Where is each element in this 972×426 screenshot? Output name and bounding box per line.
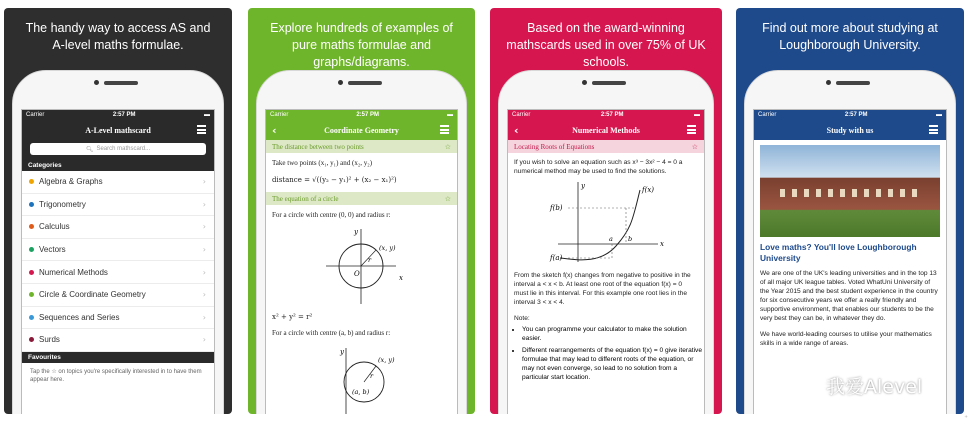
topic-bullet-icon bbox=[29, 202, 34, 207]
chevron-right-icon: › bbox=[202, 199, 206, 209]
svg-text:x: x bbox=[399, 274, 403, 282]
topic-bullet-icon bbox=[29, 270, 34, 275]
camera-icon bbox=[826, 80, 831, 85]
nav-title: A-Level mathscard bbox=[85, 125, 151, 135]
phone-frame bbox=[12, 70, 224, 414]
topic-row[interactable] bbox=[22, 261, 214, 284]
topic-label: Calculus bbox=[39, 222, 70, 232]
status-bar: Carrier 2:57 PM ▬ bbox=[266, 110, 457, 120]
corner-mark: ⁺ bbox=[964, 415, 968, 422]
distance-formula: distance = √((y₂ − y₁)² + (x₂ − x₁)²) bbox=[272, 176, 397, 184]
intro-text: If you wish to solve an equation such as x³ − 3x² − 4 = 0 a numerical method may be used to find the solutions. bbox=[514, 159, 683, 175]
phone-frame bbox=[498, 70, 714, 414]
camera-icon bbox=[582, 80, 587, 85]
topic-bullet-icon bbox=[29, 337, 34, 342]
panel-caption: Find out more about studying at Loughborough University. bbox=[762, 21, 938, 52]
svg-text:y: y bbox=[581, 182, 585, 190]
topic-label: Numerical Methods bbox=[39, 267, 108, 277]
phone-screen bbox=[21, 109, 215, 414]
battery-icon: ▬ bbox=[447, 112, 453, 118]
chevron-right-icon: › bbox=[202, 290, 206, 300]
topic-bullet-icon bbox=[29, 179, 34, 184]
svg-text:f(b): f(b) bbox=[550, 204, 563, 212]
menu-icon[interactable] bbox=[929, 125, 938, 134]
notes-list bbox=[508, 325, 704, 382]
promo-panel-1 bbox=[4, 8, 232, 414]
topic-bullet-icon bbox=[29, 315, 34, 320]
phone-screen bbox=[265, 109, 458, 414]
nav-title: Numerical Methods bbox=[572, 125, 640, 135]
topic-bullet-icon bbox=[29, 224, 34, 229]
battery-icon: ▬ bbox=[936, 112, 942, 118]
menu-icon[interactable] bbox=[197, 125, 206, 134]
categories-header: Categories bbox=[22, 160, 214, 171]
battery-icon: ▬ bbox=[694, 112, 700, 118]
topic-row[interactable] bbox=[22, 284, 214, 307]
university-building-photo bbox=[760, 145, 940, 237]
topic-label: Sequences and Series bbox=[39, 312, 120, 322]
section-text: For a circle with centre (0, 0) and radius r: bbox=[272, 211, 391, 219]
section-header: The equation of a circle ☆ bbox=[266, 192, 457, 205]
topic-row[interactable] bbox=[22, 329, 214, 352]
topic-list bbox=[22, 171, 214, 352]
topic-row[interactable] bbox=[22, 171, 214, 194]
topic-label: Algebra & Graphs bbox=[39, 177, 103, 187]
note-label: Note: bbox=[514, 315, 530, 322]
status-bar: Carrier 2:57 PM ▬ bbox=[508, 110, 704, 120]
section-header: Locating Roots of Equations ☆ bbox=[508, 140, 704, 153]
topic-row[interactable] bbox=[22, 194, 214, 217]
battery-icon: ▬ bbox=[204, 112, 210, 118]
svg-text:f(a): f(a) bbox=[550, 254, 563, 262]
nav-bar bbox=[508, 120, 704, 140]
svg-text:r: r bbox=[368, 256, 372, 264]
speaker-icon bbox=[348, 81, 382, 85]
promo-panel-4 bbox=[736, 8, 964, 414]
speaker-icon bbox=[592, 81, 626, 85]
favourites-header: Favourites bbox=[22, 352, 214, 363]
menu-icon[interactable] bbox=[687, 125, 696, 134]
svg-text:x: x bbox=[660, 240, 664, 248]
phone-screen bbox=[507, 109, 705, 414]
nav-bar bbox=[754, 120, 946, 140]
chevron-right-icon: › bbox=[202, 312, 206, 322]
svg-text:(a, b): (a, b) bbox=[352, 388, 370, 396]
svg-text:(x, y): (x, y) bbox=[378, 356, 395, 364]
svg-text:b: b bbox=[628, 235, 633, 243]
section-text: Take two points (x₁, y₁) and (x₂, y₂) bbox=[272, 159, 373, 167]
nav-bar bbox=[22, 120, 214, 140]
topic-row[interactable] bbox=[22, 216, 214, 239]
star-icon[interactable]: ☆ bbox=[691, 142, 698, 151]
chevron-right-icon: › bbox=[202, 245, 206, 255]
search-input[interactable]: 🔍︎ Search mathscard... bbox=[30, 143, 206, 155]
nav-bar bbox=[266, 120, 457, 140]
phone-screen bbox=[753, 109, 947, 414]
section-text: For a circle with centre (a, b) and radius r: bbox=[272, 329, 391, 337]
speaker-icon bbox=[836, 81, 870, 85]
topic-bullet-icon bbox=[29, 247, 34, 252]
star-icon[interactable]: ☆ bbox=[444, 194, 451, 203]
chevron-right-icon: › bbox=[202, 177, 206, 187]
camera-icon bbox=[338, 80, 343, 85]
favourites-hint: Tap the ☆ on topics you're specifically interested in to have them appear here. bbox=[30, 368, 202, 383]
back-chevron-icon[interactable]: ‹ bbox=[272, 124, 277, 137]
topic-bullet-icon bbox=[29, 292, 34, 297]
panel-caption: Explore hundreds of examples of pure maths formulae and graphs/diagrams. bbox=[270, 21, 453, 69]
nav-title: Study with us bbox=[826, 125, 874, 135]
star-icon[interactable]: ☆ bbox=[444, 142, 451, 151]
circle-centre-diagram bbox=[266, 344, 457, 414]
topic-row[interactable] bbox=[22, 307, 214, 330]
section-header: The distance between two points ☆ bbox=[266, 140, 457, 153]
back-chevron-icon[interactable]: ‹ bbox=[514, 124, 519, 137]
headline: Love maths? You'll love Loughborough University bbox=[760, 242, 917, 263]
body-paragraph: We are one of the UK's leading universities and in the top 13 of all major UK league tables. Voted WhatUni University of the Year 2015 and the best student experience in the country for six consecutive years we offer a really friendly and supportive environment, that enables our students to be the very best they can be, in whatever they do. bbox=[760, 270, 938, 322]
svg-text:(x, y): (x, y) bbox=[379, 244, 396, 252]
svg-text:y: y bbox=[354, 228, 358, 236]
list-item: • Different rearrangements of the equation f(x) = 0 give iterative formulae that may lead to different roots of the equation, or may not even converge, so lead to no solution from a particular start location. bbox=[522, 346, 704, 382]
topic-row[interactable] bbox=[22, 239, 214, 262]
status-bar: Carrier 2:57 PM ▬ bbox=[754, 110, 946, 120]
circle-equation: x² + y² = r² bbox=[272, 313, 313, 321]
menu-icon[interactable] bbox=[440, 125, 449, 134]
topic-label: Vectors bbox=[39, 245, 66, 255]
svg-text:f(x): f(x) bbox=[642, 186, 655, 194]
topic-label: Surds bbox=[39, 335, 60, 345]
watermark: 我爱Alevel bbox=[796, 372, 922, 399]
promo-panel-2 bbox=[248, 8, 475, 414]
nav-title: Coordinate Geometry bbox=[324, 125, 399, 135]
svg-text:r: r bbox=[370, 372, 374, 380]
panel-caption: Based on the award-winning mathscards used in over 75% of UK schools. bbox=[506, 21, 706, 69]
promo-panel-3 bbox=[490, 8, 722, 414]
topic-label: Trigonometry bbox=[39, 199, 86, 209]
search-icon: 🔍︎ bbox=[85, 146, 94, 153]
phone-frame bbox=[744, 70, 956, 414]
wechat-icon bbox=[796, 377, 820, 395]
svg-text:y: y bbox=[340, 348, 344, 356]
list-item: • You can programme your calculator to make the solution easier. bbox=[522, 325, 704, 343]
status-bar: Carrier 2:57 PM ▬ bbox=[22, 110, 214, 120]
circle-origin-diagram bbox=[266, 226, 457, 306]
camera-icon bbox=[94, 80, 99, 85]
chevron-right-icon: › bbox=[202, 335, 206, 345]
phone-frame bbox=[256, 70, 467, 414]
speaker-icon bbox=[104, 81, 138, 85]
topic-label: Circle & Coordinate Geometry bbox=[39, 290, 146, 300]
panel-caption: The handy way to access AS and A-level maths formulae. bbox=[25, 21, 211, 52]
sketch-text: From the sketch f(x) changes from negative to positive in the interval a < x < b. At least one root of the equation f(x) = 0 must lie in this interval. For this example one root lies in the interval 3 < x < 4. bbox=[514, 272, 691, 306]
chevron-right-icon: › bbox=[202, 222, 206, 232]
root-location-graph bbox=[508, 178, 703, 264]
chevron-right-icon: › bbox=[202, 267, 206, 277]
body-paragraph: We have world-leading courses to utilise your mathematics skills in a wide range of areas. bbox=[760, 331, 932, 347]
svg-text:a: a bbox=[609, 235, 613, 243]
svg-text:O: O bbox=[354, 270, 360, 278]
